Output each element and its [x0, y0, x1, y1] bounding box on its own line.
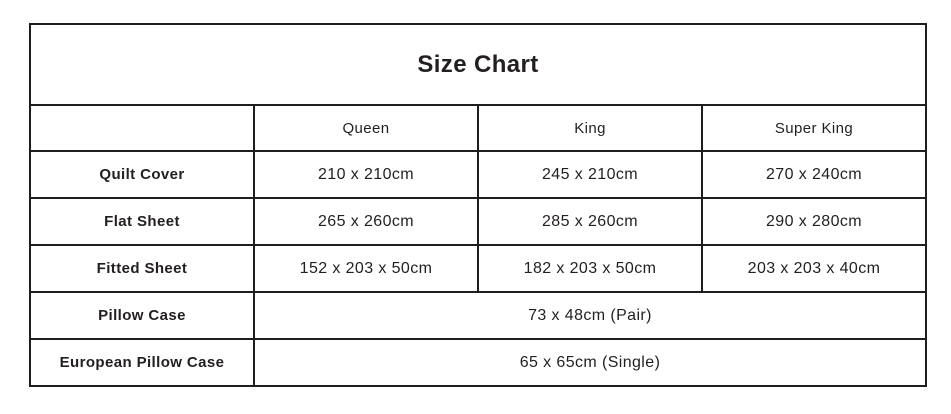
column-header-king: King: [478, 105, 702, 151]
table-row-fitted-sheet: [30, 245, 926, 292]
row-label-pillow-case: Pillow Case: [30, 292, 254, 339]
row-label-european-pillow-case: European Pillow Case: [30, 339, 254, 386]
page-title: Size Chart: [30, 24, 926, 105]
table-row-european-pillow-case: [30, 339, 926, 386]
table-cell: 285 x 260cm: [478, 198, 702, 245]
table-cell: 245 x 210cm: [478, 151, 702, 198]
table-cell: 270 x 240cm: [702, 151, 926, 198]
table-cell: 152 x 203 x 50cm: [254, 245, 478, 292]
column-header-super-king: Super King: [702, 105, 926, 151]
table-cell-spanning: 65 x 65cm (Single): [254, 339, 926, 386]
table-row-flat-sheet: [30, 198, 926, 245]
table-row-quilt-cover: [30, 151, 926, 198]
table-cell: 290 x 280cm: [702, 198, 926, 245]
header-row: [30, 105, 926, 151]
table-cell: 265 x 260cm: [254, 198, 478, 245]
table-row-pillow-case: [30, 292, 926, 339]
title-row: [30, 24, 926, 105]
row-label-flat-sheet: Flat Sheet: [30, 198, 254, 245]
row-label-fitted-sheet: Fitted Sheet: [30, 245, 254, 292]
column-header-queen: Queen: [254, 105, 478, 151]
size-chart-table: [29, 23, 927, 387]
table-cell: 182 x 203 x 50cm: [478, 245, 702, 292]
corner-empty-cell: [30, 105, 254, 151]
table-cell: 203 x 203 x 40cm: [702, 245, 926, 292]
table-cell: 210 x 210cm: [254, 151, 478, 198]
table-cell-spanning: 73 x 48cm (Pair): [254, 292, 926, 339]
row-label-quilt-cover: Quilt Cover: [30, 151, 254, 198]
